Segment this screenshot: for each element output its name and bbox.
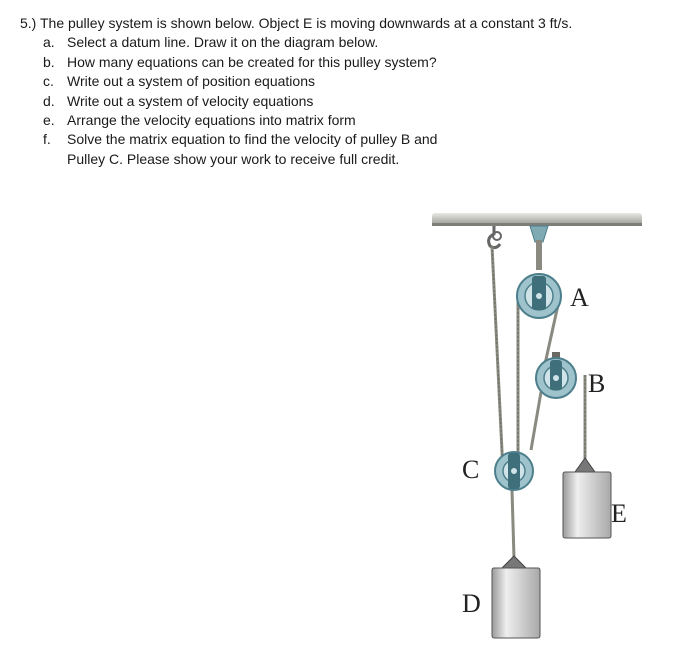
item-text: Write out a system of velocity equations — [67, 92, 314, 109]
item-marker: c. — [43, 73, 54, 90]
pulley-a-stem — [536, 240, 542, 270]
block-d — [492, 556, 540, 638]
item-marker: b. — [43, 53, 55, 70]
item-marker: f. — [43, 131, 51, 148]
rope-cord-c — [531, 392, 541, 450]
pulley-diagram-svg — [420, 200, 660, 660]
list-item — [43, 130, 670, 169]
ceiling-hook — [489, 226, 500, 248]
item-text: Arrange the velocity equations into matrix form — [67, 112, 356, 129]
pulley-c — [495, 452, 533, 490]
item-marker: e. — [43, 112, 55, 129]
pulley-b — [536, 352, 576, 398]
list-item — [43, 53, 670, 72]
list-item — [43, 92, 670, 111]
question-list — [20, 33, 670, 169]
item-text: Write out a system of position equations — [67, 73, 315, 90]
ceiling-hook-eye — [493, 232, 501, 240]
label-e: E — [611, 499, 627, 528]
label-c: C — [462, 455, 480, 484]
label-b: B — [588, 369, 606, 398]
list-item — [43, 72, 670, 91]
item-text: Select a datum line. Draw it on the diagram below. — [67, 34, 379, 51]
list-item — [43, 33, 670, 52]
item-text-continued: Pulley C. Please show your work to receive full credit. — [67, 150, 400, 167]
pulley-diagram — [420, 200, 660, 660]
item-text: How many equations can be created for this pulley system? — [67, 53, 437, 70]
block-e — [563, 458, 611, 538]
label-a: A — [570, 283, 589, 312]
label-d: D — [462, 589, 481, 618]
item-text: Solve the matrix equation to find the velocity of pulley B and — [67, 131, 438, 148]
pulley-a — [517, 274, 561, 318]
list-item — [43, 111, 670, 130]
rope-c-to-d — [512, 490, 514, 558]
pulley-a-bracket — [530, 226, 548, 242]
item-marker: a. — [43, 34, 55, 51]
question-block — [20, 14, 670, 169]
rope-texture-1 — [492, 246, 503, 472]
item-marker: d. — [43, 92, 55, 109]
question-title: 5.) The pulley system is shown below. Object E is moving downwards at a constant 3 ft/s. — [20, 15, 573, 31]
